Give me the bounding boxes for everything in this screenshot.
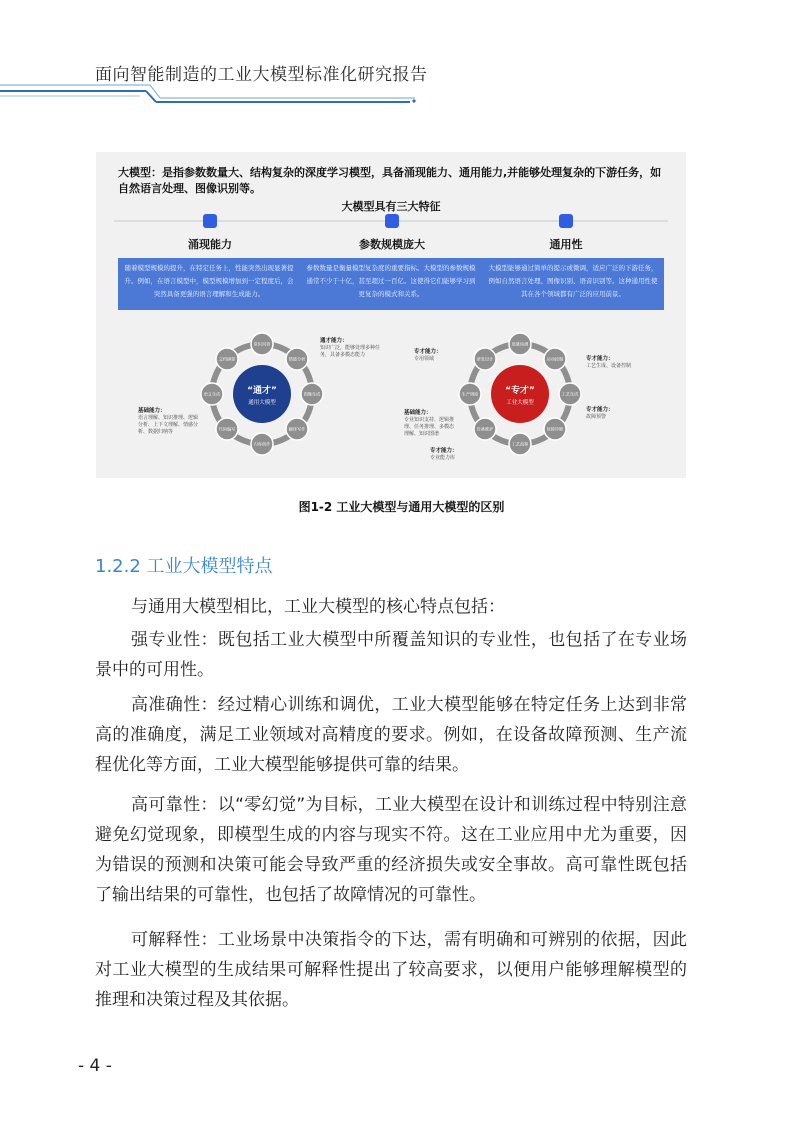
paragraph-interpretability: 可解释性：工业场景中决策指令的下达，需有明确和可辨别的依据，因此对工业大模型的生成结果可解释性提出了较高要求，以便用户能够理解模型的推理和决策过程及其依据。 xyxy=(95,930,687,1010)
industrial-note-3: 专才能力： 故障预警 xyxy=(586,407,614,420)
general-center-subtitle: 通用大模型 xyxy=(248,400,276,406)
general-node-label-8: 文档摘要 xyxy=(218,356,236,362)
general-node-label-4: 翻译写作 xyxy=(288,426,306,432)
general-model-diagram xyxy=(192,324,332,464)
figure-large-model-comparison xyxy=(96,152,686,478)
feature-desc-generality: 大模型能够通过简单的提示或微调，适应广泛的下游任务，例如自然语言处理、图像识别、语音识别等。这种通用性使其在各个领域都有广泛的应用前景。 xyxy=(482,258,664,310)
general-center-title: “通才” xyxy=(247,386,277,396)
general-node-label-3: 图像生成 xyxy=(303,391,321,397)
feature-marker-1 xyxy=(203,214,217,228)
general-node-label-1: 常识问答 xyxy=(253,341,271,347)
section-title: 1.2.2 工业大模型特点 xyxy=(95,556,273,577)
industrial-node-label-2: 运动控制 xyxy=(546,356,564,362)
industrial-node-label-4: 故障诊断 xyxy=(546,426,564,432)
industrial-model-diagram xyxy=(450,324,590,464)
general-node-label-2: 情感分析 xyxy=(288,356,306,362)
industrial-center-subtitle: 工业大模型 xyxy=(506,400,534,406)
paragraph-high-accuracy: 高准确性：经过精心训练和调优，工业大模型能够在特定任务上达到非常高的准确度，满足工业领域对高精度的要求。例如，在设备故障预测、生产流程优化等方面，工业大模型能够提供可靠的结果。 xyxy=(95,695,687,775)
figure-heading: 大模型具有三大特征 xyxy=(341,200,441,213)
header-rule xyxy=(0,82,803,104)
running-header-title: 面向智能制造的工业大模型标准化研究报告 xyxy=(95,65,428,85)
feature-title-emergence: 涌现能力 xyxy=(188,238,232,251)
figure-caption: 图1-2 工业大模型与通用大模型的区别 xyxy=(298,500,505,514)
general-note-generalist: 通才能力： 知识广泛，能够处理多种任务，具备多模态能力 xyxy=(320,338,381,358)
page-number: - 4 - xyxy=(78,1056,112,1076)
general-node-label-7: 语义生成 xyxy=(203,391,221,397)
industrial-node-label-3: 工艺生成 xyxy=(561,391,579,397)
general-note-basic: 基础能力： 语言理解、知识推理、逻辑分析、上下文理解、情感分析、数据归纳等 xyxy=(138,408,199,435)
industrial-node-label-8: 研发设计 xyxy=(476,356,494,362)
industrial-note-2: 专才能力： 工艺生成、设备控制 xyxy=(586,356,632,369)
general-node-label-6: 代码编写 xyxy=(218,426,236,432)
paragraph-strong-professionalism: 强专业性：既包括工业大模型中所覆盖知识的专业性，也包括了在专业场景中的可用性。 xyxy=(95,630,687,680)
industrial-node-label-7: 生产调度 xyxy=(461,391,479,397)
large-model-definition: 大模型：是指参数数量大、结构复杂的深度学习模型，具备涌现能力、通用能力,并能够处理复杂的下游任务，如自然语言处理、图像识别等。 xyxy=(118,166,662,195)
paragraph-intro: 与通用大模型相比，工业大模型的核心特点包括： xyxy=(131,597,505,617)
industrial-node-label-5: 工艺流程 xyxy=(511,441,529,447)
feature-title-scale: 参数规模庞大 xyxy=(359,238,425,251)
industrial-note-basic: 基础能力： 专业知识支持、逻辑推理、任务推理、多模态理解、知识图谱 xyxy=(404,410,455,437)
industrial-note-5: 专才能力： 专业能力库 xyxy=(430,448,458,461)
industrial-node-label-1: 质量检测 xyxy=(511,341,529,347)
feature-marker-3 xyxy=(559,214,573,228)
general-node-label-5: 内容创作 xyxy=(253,441,271,447)
industrial-node-label-6: 设备维护 xyxy=(476,426,494,432)
feature-marker-2 xyxy=(385,214,399,228)
industrial-note-1: 专才能力： 专用领域 xyxy=(414,349,442,362)
feature-desc-emergence: 随着模型规模的提升，在特定任务上，性能突然出现显著提升。例如，在语言模型中，模型规模增加到一定程度后，会突然具备更强的语言理解和生成能力。 xyxy=(118,258,300,310)
paragraph-high-reliability: 高可靠性：以“零幻觉”为目标，工业大模型在设计和训练过程中特别注意避免幻觉现象，即模型生成的内容与现实不符。这在工业应用中尤为重要，因为错误的预测和决策可能会导致严重的经济损失或安全事故。高可靠性既包括了输出结果的可靠性，也包括了故障情况的可靠性。 xyxy=(95,795,687,905)
industrial-center-title: “专才” xyxy=(505,386,535,396)
feature-desc-scale: 参数数量是衡量模型复杂度的重要指标。大模型的参数规模通常不少于十亿，甚至超过一百亿。这使得它们能够学习到更复杂的模式和关系。 xyxy=(300,258,482,310)
feature-title-generality: 通用性 xyxy=(549,238,583,251)
